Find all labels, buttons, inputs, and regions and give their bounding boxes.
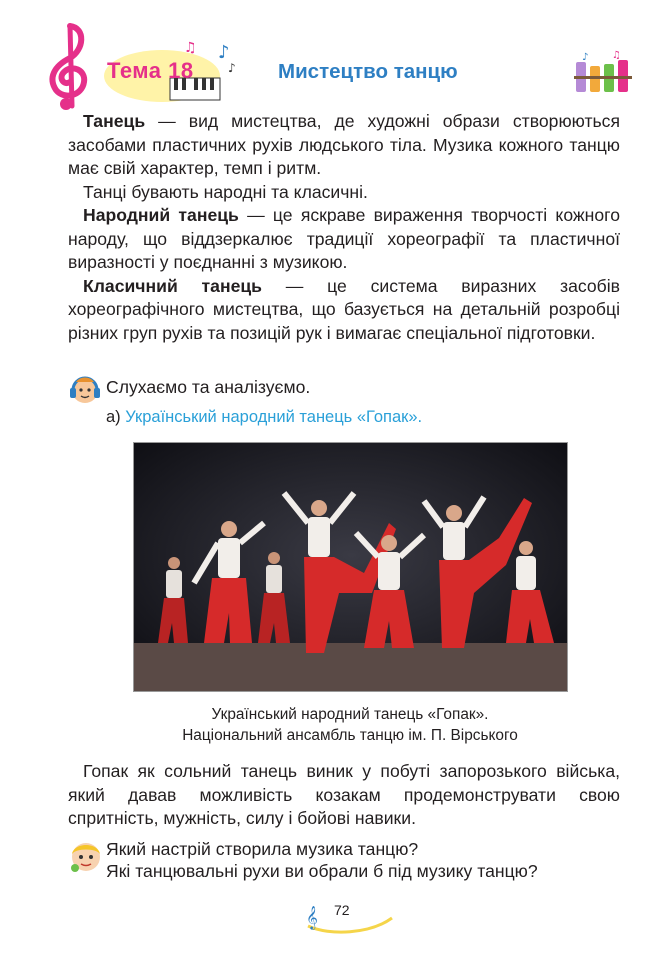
paragraph-types: Танці бувають народні та класичні. <box>83 181 368 202</box>
definition-classical-dance: — це система виразних засобів хореографічного мистецтва, що базується на детальній розробці різних груп рухів та позицій рук і вимагає спеціальної підготовки. <box>68 275 621 343</box>
hopak-photo <box>133 442 568 692</box>
term-folk-dance: Народний танець <box>83 205 239 225</box>
caption-line-2: Національний ансамбль танцю ім. П. Вірського <box>182 727 518 744</box>
hopak-paragraph-block <box>68 760 620 831</box>
term-dance: Танець <box>83 111 146 131</box>
thinking-child-icon <box>68 838 104 874</box>
term-classical-dance: Класичний танець <box>83 275 262 296</box>
definitions-block <box>68 110 620 345</box>
definition-dance: — вид мистецтва, де художні образи створюються засобами пластичних рухів людського тіла. Музика кожного танцю має свій характер, темп і ритм. <box>68 111 620 178</box>
page-number: 72 <box>334 902 350 918</box>
paragraph-folk-dance <box>68 204 620 275</box>
svg-text:♪: ♪ <box>228 61 236 75</box>
svg-text:♪: ♪ <box>582 52 589 63</box>
svg-text:♫: ♫ <box>184 40 197 56</box>
hopak-paragraph: Гопак як сольний танець виник у побуті запорозького війська, який давав можливість козакам продемонструвати свою спритність, мужність, силу і бойові навики. <box>68 761 620 828</box>
question-2: Які танцювальні рухи ви обрали б під музику танцю? <box>106 861 538 881</box>
music-link[interactable]: Український народний танець «Гопак». <box>125 408 423 426</box>
listening-item <box>106 408 422 427</box>
svg-text:𝄞: 𝄞 <box>306 905 318 929</box>
paragraph-dance <box>68 110 620 181</box>
question-1: Який настрій створила музика танцю? <box>106 839 419 859</box>
page-header <box>0 0 670 110</box>
dancers-image <box>134 443 568 692</box>
definition-folk-dance: — це яскраве вираження творчості кожного народу, що віддзеркалює традиції хореографії та пластичної виразності у поєднанні з музикою. <box>68 205 620 272</box>
listen-section <box>68 372 628 404</box>
topic-label: Тема 18 <box>107 58 194 83</box>
page-title: Мистецтво танцю <box>278 60 458 83</box>
svg-text:♫: ♫ <box>612 50 621 61</box>
photo-caption <box>80 704 620 746</box>
treble-clef-icon <box>40 20 96 110</box>
svg-text:♪: ♪ <box>218 42 230 63</box>
item-prefix: а) <box>106 408 121 426</box>
page-number-ornament <box>300 896 400 936</box>
paragraph-classical-dance <box>68 275 620 346</box>
caption-line-1: Український народний танець «Гопак». <box>211 706 489 723</box>
headphones-icon <box>68 372 102 406</box>
questions-text <box>106 838 538 882</box>
xylophone-icon <box>572 50 636 94</box>
listen-heading: Слухаємо та аналізуємо. <box>106 377 311 397</box>
